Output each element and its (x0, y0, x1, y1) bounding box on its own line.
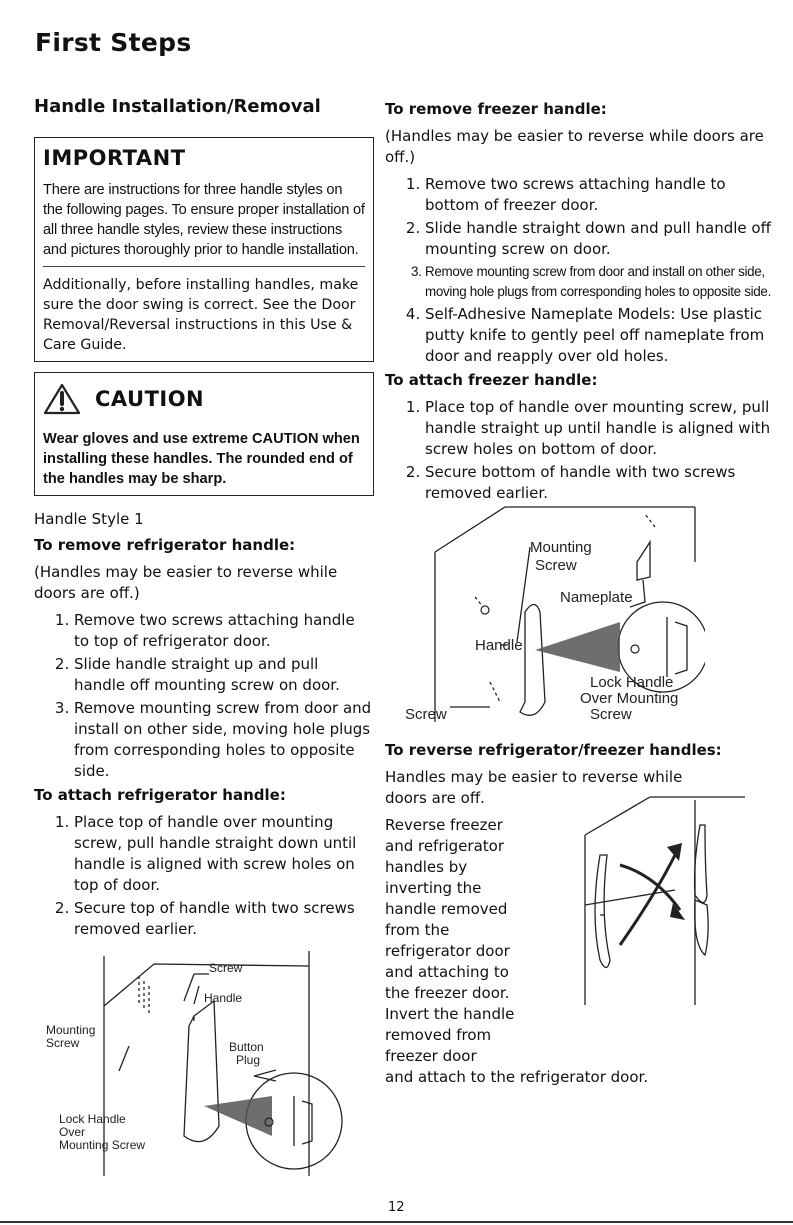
refrigerator-handle-illustration (44, 946, 364, 1176)
fig1-mounting-screw-label-2: Mounting Screw (59, 1138, 146, 1152)
important-text: There are instructions for three handle styles on the following pages. To ensure proper installation of all three handle styles, review these instructions and pictures thoroughly prior to handle installation. (43, 182, 365, 258)
reverse-handles-illustration (545, 795, 745, 1010)
fig1-lock-label: Lock Handle (59, 1112, 126, 1126)
important-heading: IMPORTANT (43, 146, 186, 170)
list-item: 1. Place top of handle over mounting screw, pull handle straight down until handle is aligned with screw holes on top of door. (74, 812, 374, 896)
fig2-lock-screw-label: Screw (590, 706, 632, 723)
handle-style-label: Handle Style 1 (34, 510, 144, 528)
fig2-screw-label: Screw (535, 557, 577, 574)
fig2-handle-label: Handle (475, 637, 523, 654)
reverse-heading: To reverse refrigerator/freezer handles: (385, 741, 722, 759)
remove-fridge-note: (Handles may be easier to reverse while doors are off.) (34, 563, 338, 602)
right-column (385, 96, 773, 1094)
footer-divider (0, 1221, 793, 1223)
fig1-mounting-label: Mounting (46, 1023, 96, 1037)
attach-fridge-heading: To attach refrigerator handle: (34, 786, 286, 804)
caution-header (43, 383, 365, 415)
section-title: Handle Installation/Removal (34, 96, 321, 117)
fig1-screw-label: Screw (209, 961, 243, 975)
fig2-nameplate-label: Nameplate (560, 589, 633, 606)
important-box (34, 137, 374, 362)
page-title: First Steps (35, 28, 192, 57)
page-number: 12 (388, 1200, 405, 1215)
list-item: 2. Secure top of handle with two screws removed earlier. (74, 898, 374, 940)
freezer-handle-illustration (405, 502, 705, 737)
list-item: 3. Remove mounting screw from door and install on other side, moving hole plugs from corresponding holes to opposite side. (74, 698, 374, 782)
reverse-body: Reverse freezer and refrigerator handles by inverting the handle removed from the refrigerator door and attaching to the freezer door. Invert the handle removed from freezer door (385, 816, 515, 1065)
fig1-over-label: Over (59, 1125, 86, 1139)
list-item: 1. Place top of handle over mounting screw, pull handle straight up until handle is aligned with screw holes on bottom of door. (425, 397, 773, 460)
remove-fridge-heading: To remove refrigerator handle: (34, 536, 296, 554)
warning-triangle-icon (43, 383, 81, 415)
remove-freezer-note: (Handles may be easier to reverse while doors are off.) (385, 127, 764, 166)
fig1-mounting-screw-label: Screw (46, 1036, 80, 1050)
list-item: 3. Remove mounting screw from door and install on other side, moving hole plugs from corresponding holes to opposite side. (425, 262, 773, 302)
fig2-screw-bottom-label: Screw (405, 706, 447, 723)
caution-heading: CAUTION (95, 387, 205, 411)
fig1-button-label: Button (229, 1040, 264, 1054)
remove-freezer-steps (385, 174, 773, 367)
important-text-2: Additionally, before installing handles, make sure the door swing is correct. See the Door Removal/Reversal instructions in this Use & Care Guide. (43, 277, 359, 353)
list-item: 1. Remove two screws attaching handle to bottom of freezer door. (425, 174, 773, 216)
list-item: 4. Self-Adhesive Nameplate Models: Use plastic putty knife to gently peel off nameplate from door and reapply over old holes. (425, 304, 773, 367)
fig1-handle-label: Handle (204, 991, 243, 1005)
list-item: 2. Slide handle straight up and pull handle off mounting screw on door. (74, 654, 374, 696)
reverse-section (385, 815, 773, 1067)
list-item: 2. Secure bottom of handle with two screws removed earlier. (425, 462, 773, 504)
fig2-lock-label: Lock Handle (590, 674, 674, 691)
attach-freezer-steps (385, 397, 773, 504)
important-divider (43, 266, 365, 267)
fig1-plug-label: Plug (236, 1053, 261, 1067)
caution-box (34, 372, 374, 496)
remove-freezer-heading: To remove freezer handle: (385, 100, 607, 118)
list-item: 1. Remove two screws attaching handle to top of refrigerator door. (74, 610, 374, 652)
reverse-body-tail: and attach to the refrigerator door. (385, 1068, 649, 1086)
fig2-mounting-label: Mounting (530, 539, 592, 556)
attach-freezer-heading: To attach freezer handle: (385, 371, 598, 389)
reverse-note: Handles may be easier to reverse while doors are off. (385, 768, 683, 807)
list-item: 2. Slide handle straight down and pull handle off mounting screw on door. (425, 218, 773, 260)
fig2-over-mounting-label: Over Mounting (580, 690, 679, 707)
left-column (34, 96, 374, 1176)
attach-fridge-steps (34, 812, 374, 940)
remove-fridge-steps (34, 610, 374, 782)
caution-text: Wear gloves and use extreme CAUTION when installing these handles. The rounded end of the handles may be sharp. (43, 431, 360, 487)
